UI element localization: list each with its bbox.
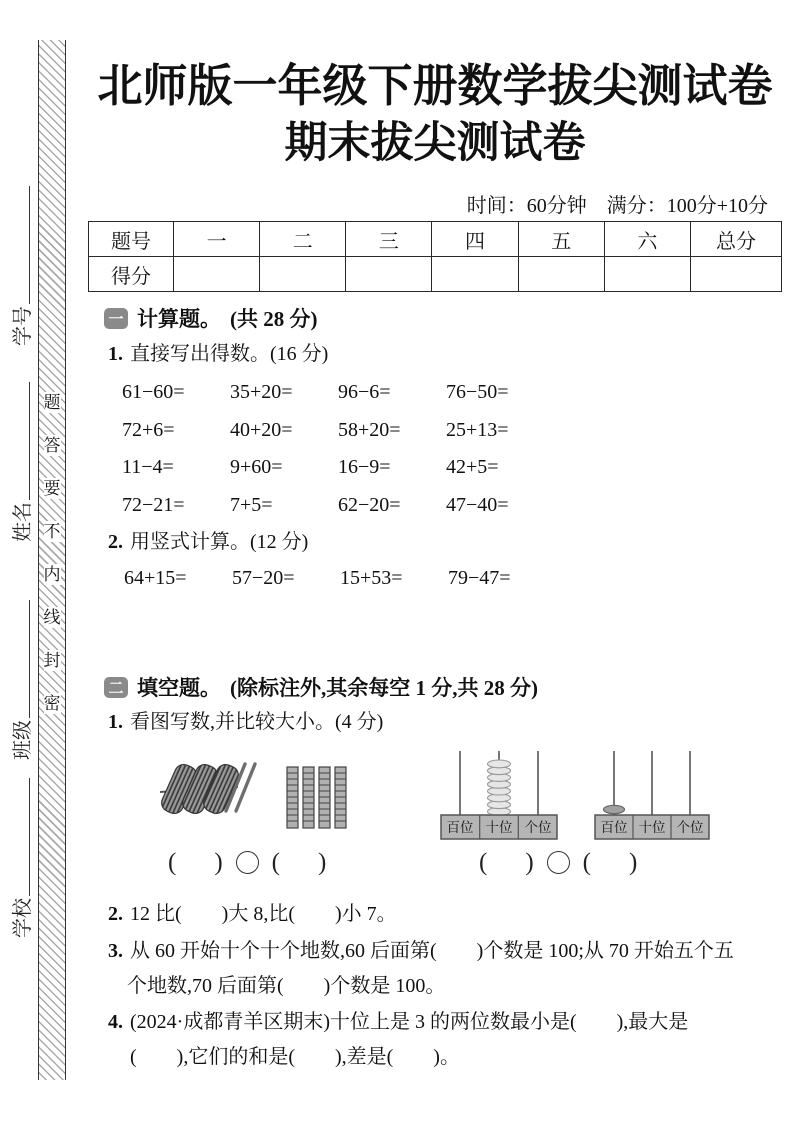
- score-empty-cell: [604, 257, 690, 292]
- student-number-blank-line: [10, 186, 30, 304]
- seal-char: 不: [43, 522, 61, 541]
- equation: 42+5=: [446, 456, 499, 478]
- question-text: 直接写出得数。(16 分): [130, 343, 329, 365]
- class-label: 班级: [11, 720, 34, 760]
- question-2-1: [108, 709, 383, 735]
- equation: 11−4=: [122, 456, 174, 478]
- question-1-2: [108, 529, 308, 555]
- question-text: 个地数,70 后面第( )个数是 100。: [127, 975, 446, 997]
- equation: 72−21=: [122, 493, 185, 516]
- score-empty-cell: [518, 257, 604, 292]
- equation: 62−20=: [338, 493, 401, 516]
- ten-rod: [335, 767, 346, 828]
- exam-meta: 时间：60分钟 满分：100分+10分: [466, 195, 768, 217]
- question-text: ( ),它们的和是( ),差是( )。: [130, 1046, 460, 1068]
- equation: 9+60=: [230, 456, 283, 478]
- equation: 64+15=: [124, 567, 187, 589]
- seal-char: 题: [43, 393, 61, 412]
- oral-calculation-grid: [122, 380, 554, 517]
- loose-stick: [236, 764, 255, 811]
- equation: 25+13=: [446, 418, 509, 441]
- place-label-tens: 十位: [638, 820, 666, 835]
- section-two-header: [104, 672, 538, 702]
- place-label-ones: 个位: [676, 820, 704, 835]
- abacus-left: [441, 751, 557, 839]
- equation: 15+53=: [340, 567, 403, 589]
- question-text: 从 60 开始十个十个地数,60 后面第( )个数是 100;从 70 开始五个五: [130, 940, 734, 962]
- question-2-2: [108, 901, 397, 927]
- question-1-1: [108, 341, 328, 367]
- question-2-3-line2: [127, 973, 445, 999]
- paren-close: ): [628, 849, 638, 876]
- abacus-beads-tens: [488, 760, 511, 815]
- paren-open: (: [168, 849, 177, 876]
- section-one-header: [104, 303, 318, 333]
- seal-char: 要: [43, 479, 61, 498]
- vertical-calculation-grid: [124, 566, 556, 590]
- score-header-cell: 二: [260, 222, 346, 257]
- abacus-right: [595, 751, 709, 839]
- equation: 40+20=: [230, 418, 293, 441]
- ten-stick-rods: [287, 767, 346, 828]
- question-2-4-line1: [108, 1009, 688, 1035]
- equation: 7+5=: [230, 493, 273, 516]
- comparison-blanks-abacus: [479, 850, 637, 875]
- score-header-cell: 五: [518, 222, 604, 257]
- equation: 47−40=: [446, 493, 509, 516]
- sidebar-field-school: [3, 778, 37, 938]
- sidebar-field-class: [3, 600, 37, 760]
- seal-char: 答: [43, 436, 61, 455]
- score-empty-cell: [432, 257, 518, 292]
- place-label-tens: 十位: [485, 820, 513, 835]
- score-empty-cell: [260, 257, 346, 292]
- school-blank-line: [10, 778, 30, 896]
- place-label-hundreds: 百位: [446, 820, 474, 835]
- place-label-hundreds: 百位: [600, 820, 628, 835]
- score-empty-cell: [174, 257, 260, 292]
- question-2-3-line1: [108, 938, 734, 964]
- equation: 35+20=: [230, 381, 293, 403]
- place-label-ones: 个位: [524, 820, 552, 835]
- score-empty-cell: [691, 257, 782, 292]
- question-number: 1.: [108, 343, 123, 365]
- compare-circle: [236, 851, 259, 874]
- question-text: (2024·成都青羊区期末)十位上是 3 的两位数最小是( ),最大是: [130, 1011, 689, 1033]
- score-table-header-row: [89, 222, 782, 257]
- score-table-score-row: [89, 257, 782, 292]
- equation: 96−6=: [338, 381, 391, 403]
- seal-strip: [38, 40, 66, 1080]
- paren-close: ): [214, 849, 223, 876]
- compare-circle: [547, 851, 570, 874]
- question-number: 1.: [108, 711, 123, 733]
- page-subtitle: 期末拔尖测试卷: [284, 120, 586, 167]
- seal-char: 封: [43, 651, 61, 670]
- seal-char: 线: [43, 608, 61, 627]
- ten-rod: [319, 767, 330, 828]
- question-2-4-line2: [130, 1044, 460, 1070]
- ten-rod: [303, 767, 314, 828]
- paren-open: (: [271, 849, 280, 876]
- score-header-cell: 四: [432, 222, 518, 257]
- section-one-icon: 一: [104, 308, 128, 329]
- section-two-title: 填空题。: [137, 676, 221, 700]
- score-header-cell: 三: [346, 222, 432, 257]
- name-label: 姓名: [11, 502, 34, 542]
- name-blank-line: [10, 382, 30, 500]
- score-header-cell: 六: [604, 222, 690, 257]
- paren-open: (: [479, 849, 488, 876]
- abacus-bead-hundreds: [604, 805, 625, 813]
- seal-line-caption: [39, 392, 65, 714]
- question-text: 看图写数,并比较大小。(4 分): [130, 711, 384, 733]
- paren-close: ): [525, 849, 534, 876]
- question-text: 用竖式计算。(12 分): [130, 531, 309, 553]
- comparison-blanks-sticks: [168, 850, 326, 875]
- question-number: 2.: [108, 903, 123, 925]
- seal-char: 内: [43, 565, 61, 584]
- page-title: 北师版一年级下册数学拔尖测试卷: [97, 61, 773, 111]
- equation: 58+20=: [338, 418, 401, 441]
- score-header-cell: 总分: [691, 222, 782, 257]
- equation: 76−50=: [446, 381, 509, 403]
- question-number: 2.: [108, 531, 123, 553]
- score-empty-cell: [346, 257, 432, 292]
- section-one-points: (共 28 分): [230, 307, 318, 331]
- equation: 16−9=: [338, 456, 391, 478]
- section-two-points: (除标注外,其余每空 1 分,共 28 分): [230, 676, 538, 700]
- class-blank-line: [10, 600, 30, 718]
- score-row-label: 得分: [89, 257, 174, 292]
- ten-rod: [287, 767, 298, 828]
- equation: 79−47=: [448, 567, 511, 589]
- equation: 61−60=: [122, 381, 185, 403]
- place-value-abacus-figure: [435, 743, 725, 845]
- section-one-title: 计算题。: [137, 307, 221, 331]
- student-number-label: 学号: [11, 306, 34, 346]
- section-two-icon: 二: [104, 677, 128, 698]
- sidebar-field-student-number: [3, 186, 37, 346]
- score-header-cell: 题号: [89, 222, 174, 257]
- counting-sticks-figure: [158, 747, 350, 847]
- sidebar-field-name: [3, 382, 37, 542]
- score-header-cell: 一: [174, 222, 260, 257]
- question-number: 4.: [108, 1011, 123, 1033]
- score-table: [88, 221, 782, 292]
- equation: 72+6=: [122, 418, 175, 441]
- school-label: 学校: [11, 898, 34, 938]
- question-number: 3.: [108, 940, 123, 962]
- paren-close: ): [317, 849, 327, 876]
- question-text: 12 比( )大 8,比( )小 7。: [130, 903, 397, 925]
- paren-open: (: [582, 849, 591, 876]
- equation: 57−20=: [232, 567, 295, 589]
- seal-char: 密: [43, 694, 61, 713]
